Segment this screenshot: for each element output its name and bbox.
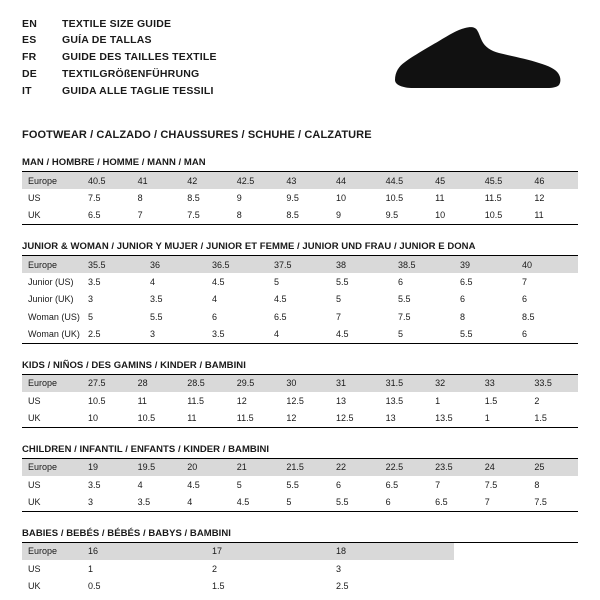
cell: 6 [522,294,528,305]
size-block-children [22,444,578,512]
size-block-kids [22,360,578,428]
cell: 10.5 [479,207,529,225]
cell-empty [454,560,578,577]
cell: 2 [212,563,218,574]
cell: 31 [330,375,380,392]
language-row [22,67,217,84]
row-label: Europe [22,543,82,560]
cell: 11.5 [484,192,502,203]
cell: 6 [398,276,404,287]
table-row [22,189,578,206]
table-row [22,172,578,189]
row-label: Junior (US) [28,276,74,287]
cell: 18 [330,543,454,560]
cell: 11.5 [231,409,281,427]
size-table-babies [22,543,578,595]
row-label: Europe [22,256,82,273]
cell: 36 [144,256,206,273]
cell: 6.5 [429,493,479,511]
cell: 4.5 [212,276,225,287]
cell: 33.5 [528,375,578,392]
cell: 4.5 [330,325,392,343]
cell: 5 [236,479,242,490]
cell: 10 [335,192,346,203]
size-table-man [22,172,578,225]
cell: 9.5 [380,207,430,225]
cell: 4 [137,479,143,490]
table-row [22,493,578,511]
block-title: JUNIOR & WOMAN / JUNIOR Y MUJER / JUNIOR ET FEMME / JUNIOR UND FRAU / JUNIOR E DONA [22,241,578,256]
row-label: UK [28,581,41,591]
row-label: Europe [22,459,82,476]
cell: 4 [181,493,231,511]
block-title: BABIES / BEBÉS / BÉBÉS / BABYS / BAMBINI [22,528,578,543]
cell: 7 [132,207,182,225]
language-row [22,83,217,100]
cell: 9.5 [286,192,299,203]
cell: 25 [528,459,578,476]
cell: 6 [516,325,578,343]
cell: 7 [336,311,342,322]
cell: 7.5 [398,311,411,322]
cell: 35.5 [82,256,144,273]
dress-shoe-icon [383,22,568,94]
cell: 17 [206,543,330,560]
cell: 4 [268,325,330,343]
cell: 8 [534,479,540,490]
cell: 27.5 [82,375,132,392]
table-row [22,578,578,595]
size-block-babies [22,528,578,595]
cell: 5.5 [330,493,380,511]
language-title: GUÍA DE TALLAS [62,34,152,47]
cell: 7.5 [484,479,498,490]
cell: 45.5 [479,172,529,189]
cell: 39 [454,256,516,273]
language-code: EN [22,17,37,30]
cell: 8 [460,311,466,322]
cell: 1.5 [212,581,225,591]
cell: 4 [150,276,156,287]
cell: 5.5 [454,325,516,343]
table-row [22,543,578,560]
cell: 11 [435,192,445,203]
cell: 3.5 [88,479,101,490]
size-block-junior-woman [22,241,578,344]
cell: 6 [460,294,466,305]
table-row [22,308,578,325]
cell: 2.5 [336,581,349,591]
cell: 11.5 [187,395,205,406]
table-row [22,256,578,273]
language-row [22,33,217,50]
cell: 4 [212,294,218,305]
cell: 5.5 [286,479,299,490]
cell: 3 [336,563,342,574]
cell: 42 [181,172,231,189]
cell: 7 [479,493,529,511]
row-label: UK [22,409,82,427]
cell: 10 [429,207,479,225]
table-row [22,392,578,409]
cell-empty [454,543,578,560]
table-row [22,325,578,343]
language-rows [22,16,217,100]
block-title: MAN / HOMBRE / HOMME / MANN / MAN [22,157,578,172]
cell: 13 [335,395,346,406]
cell: 21 [231,459,281,476]
cell: 7 [435,479,441,490]
row-label: US [28,395,41,406]
row-label: UK [22,207,82,225]
table-row [22,291,578,308]
row-label: Europe [22,375,82,392]
cell: 2 [534,395,540,406]
cell: 2.5 [82,325,144,343]
cell: 29.5 [231,375,281,392]
table-row [22,207,578,225]
cell: 6.5 [82,207,132,225]
language-title: TEXTILGRÖßENFÜHRUNG [62,68,200,81]
cell: 5 [280,493,330,511]
cell: 21.5 [280,459,330,476]
language-code: DE [22,68,37,81]
category-title: FOOTWEAR / CALZADO / CHAUSSURES / SCHUHE / CALZATURE [22,129,372,141]
cell: 10.5 [385,192,404,203]
cell: 3.5 [150,294,163,305]
cell: 3.5 [132,493,182,511]
cell: 5 [274,276,280,287]
language-title-table [22,16,217,100]
language-title: GUIDE DES TAILLES TEXTILE [62,51,217,64]
block-title: KIDS / NIÑOS / DES GAMINS / KINDER / BAMBINI [22,360,578,375]
cell: 4.5 [231,493,281,511]
cell: 3.5 [206,325,268,343]
language-row [22,16,217,33]
cell: 1 [435,395,441,406]
cell: 28 [132,375,182,392]
cell: 38.5 [392,256,454,273]
cell: 31.5 [380,375,430,392]
cell: 5 [88,311,94,322]
cell: 11 [181,409,231,427]
cell: 5.5 [398,294,411,305]
cell: 6 [380,493,430,511]
cell: 30 [280,375,330,392]
cell: 8.5 [187,192,200,203]
language-code: IT [22,84,32,97]
cell: 5.5 [336,276,349,287]
cell: 12.5 [286,395,304,406]
row-label: Woman (US) [28,311,80,322]
cell: 10.5 [132,409,182,427]
cell: 3 [82,493,132,511]
row-label: Junior (UK) [28,294,74,305]
row-label: US [28,563,41,574]
cell: 7.5 [528,493,578,511]
cell: 4.5 [187,479,200,490]
cell: 12.5 [330,409,380,427]
cell: 4.5 [274,294,287,305]
language-code: FR [22,51,37,64]
table-row [22,273,578,290]
size-table-children [22,459,578,512]
cell: 7.5 [88,192,101,203]
cell: 6.5 [385,479,399,490]
cell: 9 [330,207,380,225]
cell: 28.5 [181,375,231,392]
language-row [22,50,217,67]
row-label: Europe [22,172,82,189]
cell: 43 [280,172,330,189]
language-title: TEXTILE SIZE GUIDE [62,17,172,30]
cell: 38 [330,256,392,273]
cell: 40 [516,256,578,273]
table-row [22,560,578,577]
size-table-kids [22,375,578,428]
cell: 8.5 [522,311,535,322]
cell: 42.5 [231,172,281,189]
cell: 45 [429,172,479,189]
row-label: UK [22,493,82,511]
block-title: CHILDREN / INFANTIL / ENFANTS / KINDER / BAMBINI [22,444,578,459]
cell: 3.5 [88,276,101,287]
cell: 44 [330,172,380,189]
cell: 6.5 [274,311,287,322]
table-row [22,459,578,476]
cell: 12 [236,395,247,406]
cell: 1 [479,409,529,427]
row-label: Woman (UK) [22,325,82,343]
header [22,0,578,118]
cell: 37.5 [268,256,330,273]
row-label: US [28,479,41,490]
cell: 41 [132,172,182,189]
cell: 16 [82,543,206,560]
cell: 13.5 [385,395,404,406]
cell: 8.5 [280,207,330,225]
cell: 3 [88,294,94,305]
cell: 44.5 [380,172,430,189]
cell: 7.5 [181,207,231,225]
table-row [22,409,578,427]
cell: 5.5 [150,311,163,322]
cell: 10.5 [88,395,106,406]
cell: 1 [88,563,94,574]
table-row [22,476,578,493]
cell-empty [454,578,578,595]
cell: 13.5 [429,409,479,427]
cell: 20 [181,459,231,476]
cell: 22 [330,459,380,476]
cell: 8 [231,207,281,225]
cell: 40.5 [82,172,132,189]
cell: 46 [528,172,578,189]
cell: 10 [82,409,132,427]
table-row [22,375,578,392]
cell: 6 [335,479,341,490]
cell: 1.5 [528,409,578,427]
cell: 12 [534,192,545,203]
language-code: ES [22,34,37,47]
cell: 22.5 [380,459,430,476]
cell: 6.5 [460,276,473,287]
cell: 19.5 [132,459,182,476]
cell: 13 [380,409,430,427]
cell: 5 [392,325,454,343]
row-label: US [28,192,41,203]
cell: 7 [522,276,528,287]
cell: 3 [144,325,206,343]
cell: 33 [479,375,529,392]
cell: 32 [429,375,479,392]
size-table-junior-woman [22,256,578,344]
cell: 8 [137,192,143,203]
cell: 36.5 [206,256,268,273]
size-block-man [22,157,578,225]
cell: 23.5 [429,459,479,476]
cell: 11 [137,395,147,406]
cell: 11 [528,207,578,225]
cell: 1.5 [484,395,498,406]
cell: 9 [236,192,242,203]
cell: 6 [212,311,218,322]
cell: 12 [280,409,330,427]
cell: 24 [479,459,529,476]
cell: 19 [82,459,132,476]
cell: 0.5 [88,581,101,591]
cell: 5 [336,294,342,305]
language-title: GUIDA ALLE TAGLIE TESSILI [62,84,214,97]
